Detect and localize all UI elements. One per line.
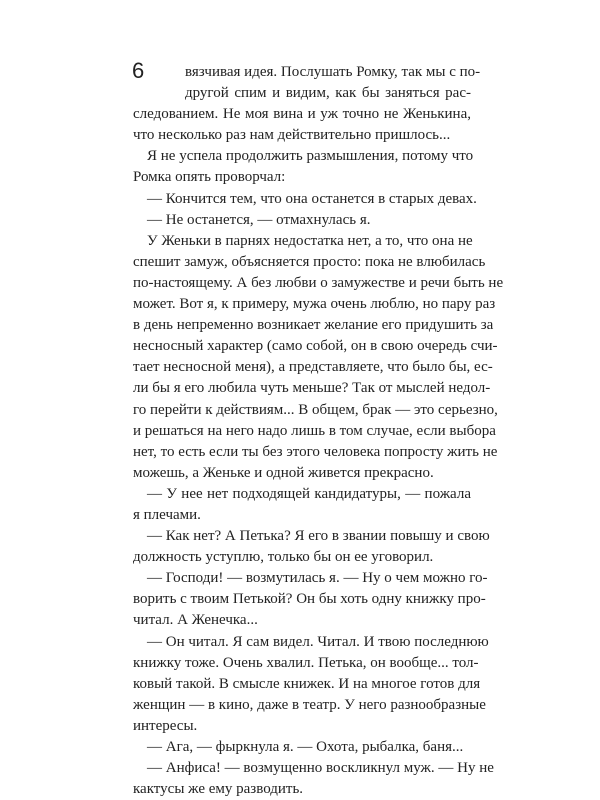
text-line-22: я плечами.	[133, 506, 201, 523]
text-line-32: интересы.	[133, 717, 198, 734]
text-line-24: должность уступлю, только бы он ее уговорил.	[133, 549, 434, 566]
page-number: 6	[132, 58, 145, 83]
text-line-6: Ромка опять проворчал:	[133, 169, 286, 186]
text-line-30: ковый такой. В смысле книжек. И на многое готов для	[133, 675, 481, 692]
text-line-15: тает несносной меня), а представляете, что было бы, ес-	[133, 359, 493, 376]
text-line-18: и решаться на него надо лишь в том случае, если выбора	[133, 422, 496, 439]
text-line-27: читал. А Женечка...	[133, 612, 258, 629]
text-line-33: — Ага, — фыркнула я. — Охота, рыбалка, баня...	[147, 739, 464, 755]
text-line-31: женщин — в кино, даже в театр. У него разнообразные	[133, 696, 486, 713]
text-line-21: — У нее нет подходящей кандидатуры, — пожала	[147, 485, 471, 502]
text-line-7: — Кончится тем, что она останется в старых девах.	[147, 190, 477, 207]
text-line-25: — Господи! — возмутилась я. — Ну о чем можно го-	[147, 570, 488, 587]
text-line-2: другой спим и видим, как бы заняться рас-	[185, 85, 471, 102]
text-line-13: в день непременно возникает желание его придушить за	[133, 317, 494, 334]
text-line-34: — Анфиса! — возмущенно воскликнул муж. — Ну не	[147, 760, 494, 777]
text-line-9: У Женьки в парнях недостатка нет, а то, что она не	[147, 232, 473, 249]
text-line-14: несносный характер (само собой, он в свою очередь счи-	[133, 338, 498, 355]
text-line-19: нет, то есть если ты без этого человека попросту жить не	[133, 443, 498, 460]
text-line-20: можешь, а Женьке и одной живется прекрасно.	[133, 464, 434, 481]
text-line-10: спешит замуж, объясняется просто: пока не влюбилась	[133, 253, 486, 270]
text-line-35: кактусы же ему разводить.	[133, 781, 304, 798]
text-line-8: — Не останется, — отмахнулась я.	[147, 211, 371, 228]
text-line-26: ворить с твоим Петькой? Он бы хоть одну книжку про-	[133, 591, 486, 608]
text-line-4: что несколько раз нам действительно пришлось...	[133, 127, 451, 144]
text-line-17: го перейти к действиям... В общем, брак — это серьезно,	[133, 401, 498, 418]
text-line-5: Я не успела продолжить размышления, потому что	[147, 148, 474, 165]
text-line-3: следованием. Не моя вина и уж точно не Женькина,	[133, 106, 471, 123]
book-text	[133, 62, 504, 800]
text-line-28: — Он читал. Я сам видел. Читал. И твою последнюю	[147, 633, 489, 650]
text-line-11: по-настоящему. А без любви о замужестве и речи быть не	[133, 274, 504, 291]
text-line-23: — Как нет? А Петька? Я его в звании повышу и свою	[147, 528, 490, 545]
text-line-12: может. Вот я, к примеру, мужа очень люблю, но пару раз	[133, 296, 496, 313]
text-line-1: вязчивая идея. Послушать Ромку, так мы с по-	[185, 64, 481, 80]
text-line-29: книжку тоже. Очень хвалил. Петька, он вообще... тол-	[133, 654, 479, 671]
text-line-16: ли бы я его любила чуть меньше? Так от мыслей недол-	[133, 380, 491, 397]
